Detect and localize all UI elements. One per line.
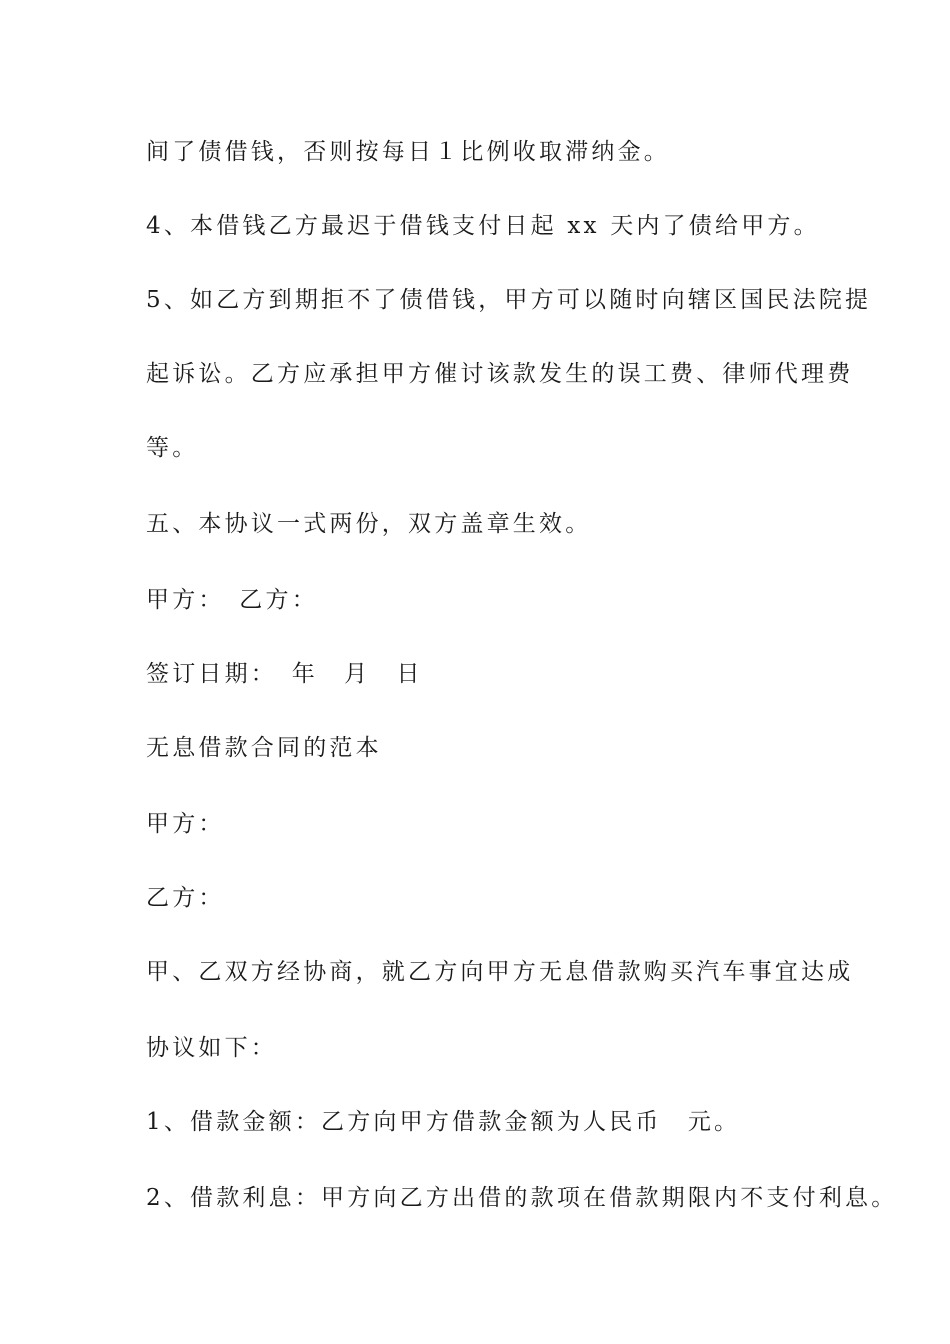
paragraph-line-12: 甲、乙双方经协商，就乙方向甲方无息借款购买汽车事宜达成 [146,959,854,985]
paragraph-line-2: 4、本借钱乙方最迟于借钱支付日起 xx 天内了债给甲方。 [146,213,820,239]
party-a-line: 甲方： [146,811,225,837]
paragraph-line-4: 起诉讼。乙方应承担甲方催讨该款发生的误工费、律师代理费 [146,361,854,387]
signature-parties-line: 甲方： 乙方： [146,587,318,613]
party-b-line: 乙方： [146,885,225,911]
paragraph-line-5: 等。 [146,435,199,461]
paragraph-line-13: 协议如下： [146,1035,277,1061]
clause-loan-amount: 1、借款金额：乙方向甲方借款金额为人民币 元。 [146,1109,741,1135]
signing-date-line: 签订日期： 年 月 日 [146,661,423,687]
paragraph-line-3: 5、如乙方到期拒不了债借钱，甲方可以随时向辖区国民法院提 [146,287,872,313]
paragraph-line-6: 五、本协议一式两份，双方盖章生效。 [146,511,592,537]
paragraph-line-1: 间了债借钱，否则按每日１比例收取滞纳金。 [146,139,670,165]
clause-loan-interest: 2、借款利息：甲方向乙方出借的款项在借款期限内不支付利息。 [146,1185,898,1211]
document-section-title: 无息借款合同的范本 [146,735,382,761]
